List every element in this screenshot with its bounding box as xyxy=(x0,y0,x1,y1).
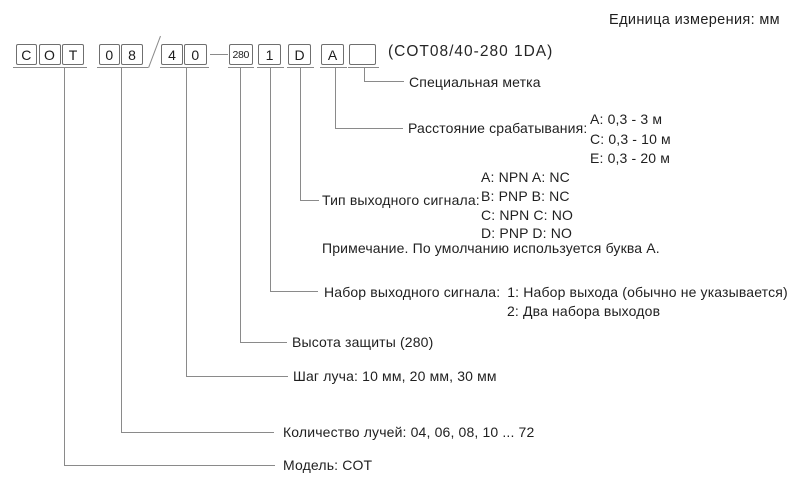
code-box-beams-0: 0 xyxy=(99,44,121,65)
leader-hline-special xyxy=(364,81,404,82)
underline-model-group xyxy=(13,67,87,68)
distance-label: Расстояние срабатывания: xyxy=(408,120,588,136)
beam-count-label: Количество лучей: 04, 06, 08, 10 ... 72 xyxy=(283,424,535,440)
output-set-label: Набор выходного сигнала: xyxy=(324,284,501,300)
leader-vline-special xyxy=(364,67,365,82)
beam-step-label: Шаг луча: 10 мм, 20 мм, 30 мм xyxy=(293,368,497,384)
unit-note: Единица измерения: мм xyxy=(609,12,780,28)
output-type-option-d: D: PNP D: NO xyxy=(481,225,573,241)
leader-hline-height xyxy=(240,342,287,343)
code-box-c: C xyxy=(16,44,38,65)
distance-option-a: A: 0,3 - 3 м xyxy=(590,111,663,127)
output-set-option-2: 2: Два набора выходов xyxy=(507,303,661,319)
underline-distance-group xyxy=(320,67,347,68)
leader-vline-type xyxy=(300,67,301,200)
distance-option-e: E: 0,3 - 20 м xyxy=(590,150,671,166)
leader-vline-height xyxy=(240,67,241,342)
output-type-label: Тип выходного сигнала: xyxy=(322,192,480,208)
leader-hline-set xyxy=(270,291,318,292)
output-set-row xyxy=(324,283,788,301)
slash-separator xyxy=(148,36,161,68)
dash-separator xyxy=(210,54,228,55)
code-box-set: 1 xyxy=(258,44,281,65)
code-box-distance: A xyxy=(321,44,344,65)
output-type-note: Примечание. По умолчанию используется буква A. xyxy=(322,240,660,256)
leader-hline-beams xyxy=(121,432,274,433)
output-type-option-c: C: NPN C: NO xyxy=(481,206,574,223)
leader-hline-distance xyxy=(335,128,403,129)
underline-step-group xyxy=(160,67,209,68)
code-box-step-4: 4 xyxy=(161,44,183,65)
leader-vline-step xyxy=(186,67,187,376)
leader-vline-model xyxy=(64,67,65,466)
model-label: Модель: COT xyxy=(283,457,373,473)
code-box-o: O xyxy=(39,44,61,65)
leader-vline-beams xyxy=(121,67,122,433)
code-box-t: T xyxy=(62,44,84,65)
protection-height-label: Высота защиты (280) xyxy=(292,334,434,350)
special-mark-label: Специальная метка xyxy=(409,74,541,90)
output-set-option-1: 1: Набор выхода (обычно не указывается) xyxy=(507,284,788,300)
full-code-text: (COT08/40-280 1DA) xyxy=(388,43,554,60)
leader-vline-distance xyxy=(335,67,336,128)
leader-hline-model xyxy=(64,465,275,466)
code-box-special-empty xyxy=(349,44,376,65)
code-box-height: 280 xyxy=(229,44,253,65)
code-box-type: D xyxy=(288,44,311,65)
leader-hline-type xyxy=(300,200,319,201)
output-type-option-b: B: PNP B: NC xyxy=(481,187,570,204)
leader-vline-set xyxy=(270,67,271,291)
underline-special-group xyxy=(348,67,379,68)
output-type-option-a: A: NPN A: NC xyxy=(481,168,570,185)
distance-option-c: C: 0,3 - 10 м xyxy=(590,131,671,147)
code-box-beams-8: 8 xyxy=(121,44,143,65)
leader-hline-step xyxy=(186,376,288,377)
code-box-step-0: 0 xyxy=(184,44,207,65)
